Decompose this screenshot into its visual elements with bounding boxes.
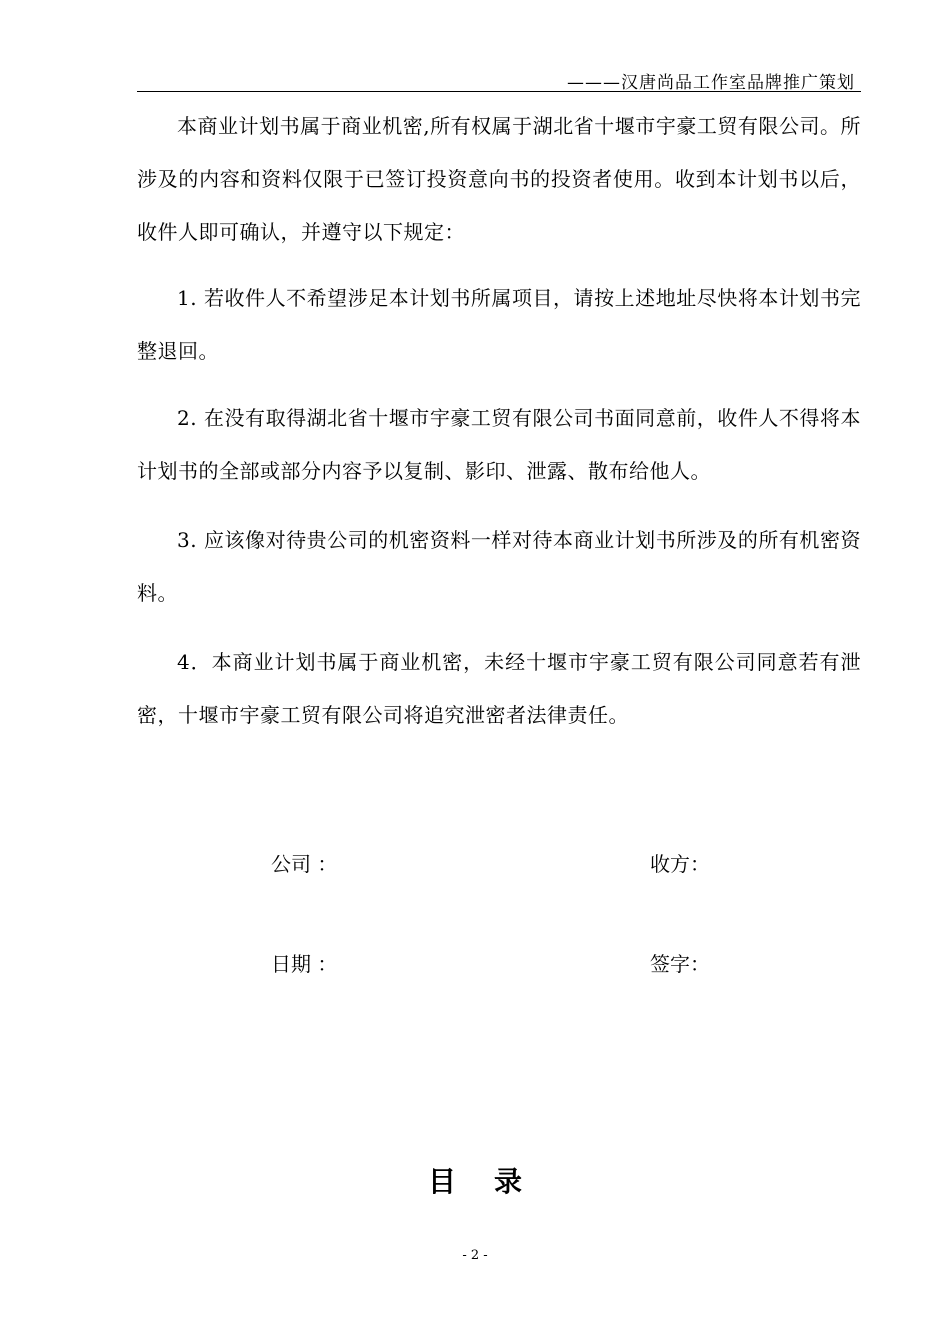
clause-3: 3. 应该像对待贵公司的机密资料一样对待本商业计划书所涉及的所有机密资料。 <box>137 528 861 605</box>
running-header: ———汉唐尚品工作室品牌推广策划 <box>567 73 855 93</box>
company-label: 公司 ： <box>271 852 338 876</box>
page-number: - 2 - <box>462 1248 488 1263</box>
clause-1: 1. 若收件人不希望涉足本计划书所属项目，请按上述地址尽快将本计划书完整退回。 <box>137 286 861 363</box>
header-rule <box>137 91 861 92</box>
toc-title: 目录 <box>427 1165 560 1198</box>
clause-2: 2. 在没有取得湖北省十堰市宇豪工贸有限公司书面同意前，收件人不得将本计划书的全部或部分内容予以复制、影印、泄露、散布给他人。 <box>137 406 861 483</box>
date-label: 日期 ： <box>271 952 338 976</box>
intro-paragraph: 本商业计划书属于商业机密,所有权属于湖北省十堰市宇豪工贸有限公司。所涉及的内容和资料仅限于已签订投资意向书的投资者使用。收到本计划书以后，收件人即可确认，并遵守以下规定： <box>137 114 861 244</box>
clause-4: 4．本商业计划书属于商业机密，未经十堰市宇豪工贸有限公司同意若有泄密，十堰市宇豪工贸有限公司将追究泄密者法律责任。 <box>137 650 861 727</box>
signature-label: 签字： <box>650 952 710 976</box>
recipient-label: 收方： <box>650 852 710 876</box>
